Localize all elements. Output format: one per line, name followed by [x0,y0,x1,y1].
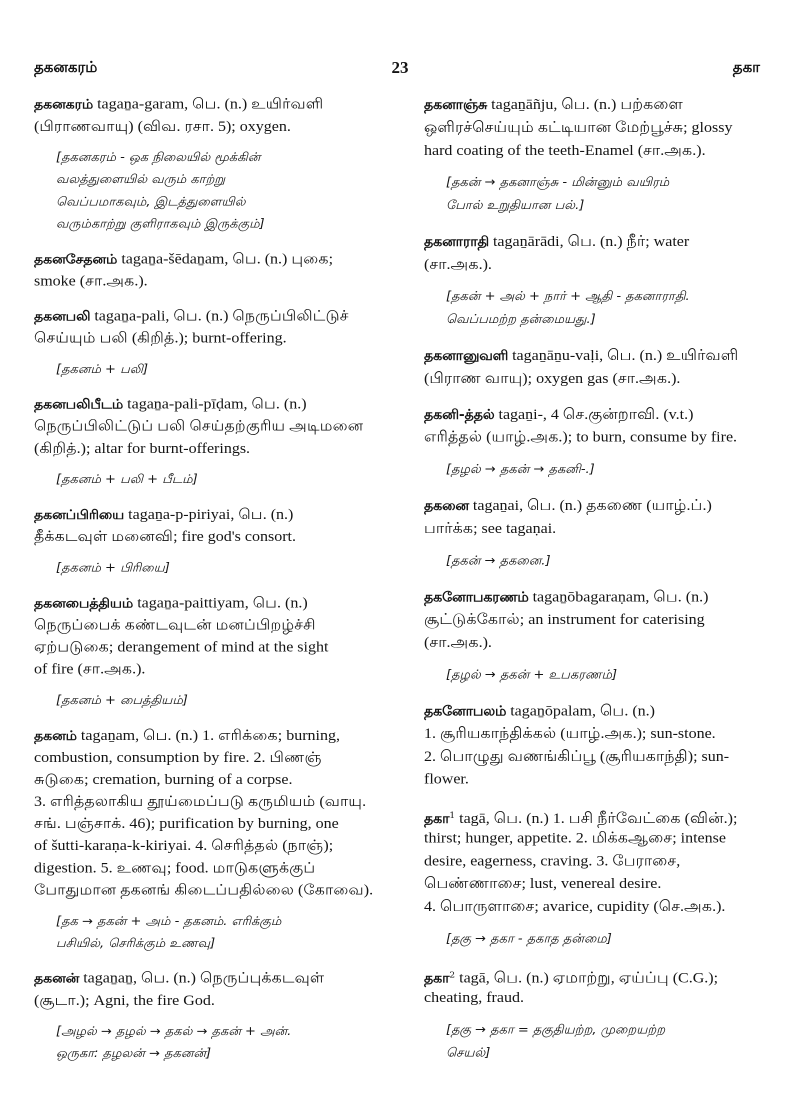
entry-text: நெருப்பிலிட்டுப் பலி செய்தற்குரிய அடிமனை [34,418,364,435]
entry-text: (சூடா.); Agni, the fire God. [34,992,215,1009]
entry-text: cheating, fraud. [424,989,524,1006]
entry-line [424,896,760,919]
etymology-line: [தகனம் + பலி + பீடம்] [56,473,198,487]
headword: தகனப்பிரியை [34,508,125,523]
entry-line [424,609,760,632]
entry-text: செய்யும் பலி (கிறித்.); burnt-offering. [34,330,287,347]
etymology-note [446,1019,760,1065]
entry-text: சுடுகை; cremation, burning of a corpse. [34,772,293,788]
entry-line [424,723,760,746]
entry-line [34,526,392,548]
entry-line [424,117,760,140]
entry-line [424,140,760,163]
etymology-line: [தகு → தகா - தகாத தன்மை] [446,931,612,947]
etymology-note [56,690,392,712]
entry-text: (பிராண வாயு); oxygen gas (சா.அக.). [424,370,681,387]
entry-text: நெருப்பைக் கண்டவுடன் மனப்பிறழ்ச்சி [34,617,316,634]
headword: தகா [424,971,450,987]
dictionary-entry [424,586,760,687]
entry-line [424,805,760,828]
entry-text: (சா.அக.). [424,256,492,273]
entry-line [424,964,760,987]
etymology-note [446,664,760,687]
etymology-note [56,359,392,381]
entry-text: ஏற்படுகை; derangement of mind at the sight [34,639,329,656]
headword: தகனாராதி [424,234,489,250]
entry-line [34,94,392,116]
etymology-line: ஒருகா: தழலன் → தகனன்] [56,1047,212,1061]
entry-text: of šutti-karaṇa-k-kiriyai. 4. செரித்தல் (நாஞ்); [34,838,334,854]
entry-line [424,495,760,518]
dictionary-entry [34,394,392,492]
headword: தகனோபலம் [424,703,507,720]
entry-text: tagaṉōbagaraṇam, பெ. (n.) [528,588,709,606]
headword: தகனபலிபீடம் [34,397,124,413]
dictionary-entry [424,964,760,1065]
etymology-note [56,469,392,491]
entry-line [34,249,392,271]
right-guide-word: தகா [732,58,760,76]
entry-text: போதுமான தகனங் கிடைப்பதில்லை (கோவை). [34,882,374,899]
entry-text: பெண்ணாசை; lust, venereal desire. [424,875,662,892]
etymology-note [446,459,760,482]
entry-line [424,254,760,277]
dictionary-entry [34,94,392,236]
entry-text: பார்க்க; see tagaṇai. [424,520,557,537]
dictionary-entry [424,345,760,391]
entry-line [34,769,392,791]
headword: தகனகரம் [34,97,94,113]
entry-text: (சா.அக.). [424,634,492,651]
dictionary-entry [424,495,760,573]
entry-line [424,827,760,850]
etymology-note [446,172,760,218]
entry-line [424,94,760,117]
entry-line [34,306,392,328]
entry-text: hard coating of the teeth-Enamel (சா.அக.). [424,142,706,159]
entry-line [34,615,392,637]
entry-line [34,791,392,813]
left-guide-word: தகனகரம் [34,58,98,76]
entry-line [34,116,392,138]
headword: தகனபலி [34,309,91,324]
etymology-line: [தகனகரம் - ஒக நிலையில் மூக்கின் [56,151,261,165]
entry-line [34,880,392,902]
entry-line [34,328,392,350]
headword: தகனாஞ்சு [424,97,488,113]
entry-line [34,416,392,438]
left-column [34,94,392,1078]
entry-line [424,632,760,655]
homonym-number: 1 [449,811,456,821]
entry-text: 1. சூரியகாந்திக்கல் (யாழ்.அக.); sun-stone. [424,725,716,742]
page-header [0,58,800,82]
etymology-line: வெப்பமாகவும், இடத்துளையில் [56,195,246,209]
entry-text: tagaṉāṉu-vaḷi, பெ. (n.) உயிர்வளி [508,347,739,364]
entry-line [424,427,760,450]
entry-line [34,990,392,1012]
entry-text: tagaṉam, பெ. (n.) 1. எரிக்கை; burning, [76,727,340,744]
etymology-line: வரும்காற்று குளிராகவும் இருக்கும்] [56,217,265,232]
entry-text: desire, eagerness, craving. 3. பேராசை, [424,853,681,870]
entry-line [34,747,392,769]
entry-line [424,518,760,541]
entry-line [424,404,760,427]
entry-line [424,873,760,896]
entry-text: tagaṉārādi, பெ. (n.) நீர்; water [488,233,690,250]
entry-text: சங். பஞ்சாக். 46); purification by burning, one [34,816,339,832]
dictionary-entry [424,94,760,218]
entry-line [424,586,760,609]
entry-line [34,813,392,835]
etymology-line: வெப்பமற்ற தன்மையது.] [446,312,596,327]
entry-text: எரித்தல் (யாழ்.அக.); to burn, consume by fire. [424,429,738,446]
homonym-number: 2 [449,970,456,981]
entry-text: tagaṉi-, 4 செ.குன்றாவி. (v.t.) [494,406,694,423]
entry-text: (கிறித்.); altar for burnt-offerings. [34,440,251,457]
entry-text: tagaṉa-šēdaṉam, பெ. (n.) புகை; [117,251,334,267]
entry-text: smoke (சா.அக.). [34,273,148,290]
dictionary-entry [34,306,392,381]
headword: தகனன் [34,971,80,987]
entry-line [424,987,760,1010]
entry-text: (பிராணவாயு) (விவ. ரசா. 5); oxygen. [34,118,291,135]
etymology-line: [தழல் → தகன் → தகனி-.] [446,462,595,477]
dictionary-entry [424,404,760,482]
entry-line [424,700,760,723]
entry-text: சூட்டுக்கோல்; an instrument for caterising [424,611,705,628]
headword: தகனோபகரணம் [424,589,529,606]
etymology-line: பசியில், செரிக்கும் உணவு] [56,936,216,951]
entry-text: tagaṉa-p-piriyai, பெ. (n.) [124,507,294,523]
etymology-line: வலத்துளையில் வரும் காற்று [56,173,226,187]
dictionary-entry [34,593,392,713]
etymology-line: [அழல் → தழல் → தகல் → தகன் + அன். [56,1025,292,1039]
entry-line [34,271,392,293]
entry-line [34,659,392,681]
dictionary-entry [424,231,760,332]
entry-line [34,858,392,880]
entry-line [424,345,760,368]
entry-text: tagaṉāñju, பெ. (n.) பற்களை [487,96,683,113]
right-column [424,94,760,1078]
entry-line [34,968,392,990]
etymology-note [56,1021,392,1065]
etymology-note [446,286,760,332]
entry-line [34,504,392,526]
dictionary-entry [34,968,392,1066]
dictionary-entry [424,700,760,791]
etymology-line: [தகனம் + பலி] [56,362,149,377]
entry-text: tagaṉa-paittiyam, பெ. (n.) [133,595,308,612]
dictionary-entry [34,725,392,955]
entry-text: 2. பொழுது வணங்கிப்பூ (சூரியகாந்தி); sun- [424,748,730,765]
dictionary-entry [424,805,760,951]
etymology-line: [தகன் → தகனை.] [446,553,551,569]
entry-text: tagaṉa-pali-pīḍam, பெ. (n.) [123,396,307,413]
etymology-line: [தகன் → தகனாஞ்சு - மின்னும் வயிரம் [446,175,670,190]
entry-text: 4. பொருளாசை; avarice, cupidity (செ.அக.). [424,898,726,915]
etymology-line: [தக → தகன் + அம் - தகனம். எரிக்கும் [56,914,282,929]
entry-line [34,593,392,615]
entry-line [34,394,392,416]
etymology-line: [தகனம் + பைத்தியம்] [56,693,188,708]
etymology-line: [தழல் → தகன் + உபகரணம்] [446,667,618,683]
entry-text: தீக்கடவுள் மனைவி; fire god's consort. [34,529,296,545]
entry-text: digestion. 5. உணவு; food. மாடுகளுக்குப் [34,860,316,876]
entry-line [34,725,392,747]
entry-text: tagaṉōpalam, பெ. (n.) [506,702,655,720]
headword: தகா [424,811,450,827]
entry-line [424,368,760,391]
entry-text: flower. [424,771,469,788]
etymology-line: [தகனம் + பிரியை] [56,561,170,576]
dictionary-entry [34,504,392,579]
entry-text: tagaṉa-garam, பெ. (n.) உயிர்வளி [93,96,324,113]
entry-text: of fire (சா.அக.). [34,661,146,678]
entry-line [424,769,760,792]
headword: தகனி-த்தல் [424,407,495,423]
etymology-note [56,147,392,235]
headword: தகனை [424,498,469,514]
etymology-line: [தகு → தகா = தகுதியற்ற, முறையற்ற [446,1023,666,1038]
etymology-line: போல் உறுதியான பல்.] [446,198,585,213]
entry-text: tagaṉaṉ, பெ. (n.) நெருப்புக்கடவுள் [79,970,325,987]
entry-text: ஒளிரச்செய்யும் கட்டியான மேற்பூச்சு; glossy [424,119,733,136]
dictionary-entry [34,249,392,293]
entry-line [34,836,392,858]
etymology-note [446,550,760,573]
etymology-note [446,928,760,951]
entry-line [424,746,760,769]
etymology-line: [தகன் + அல் + நார் + ஆதி - தகனாராதி. [446,289,690,304]
entry-text: tagā, பெ. (n.) ஏமாற்று, ஏய்ப்பு (C.G.); [455,970,719,987]
page-number: 23 [391,58,409,77]
entry-text: tagā, பெ. (n.) 1. பசி நீர்வேட்கை (வின்.); [455,810,738,827]
entry-line [34,438,392,460]
etymology-line: செயல்] [446,1045,491,1061]
entry-text: tagaṉa-pali, பெ. (n.) நெருப்பிலிட்டுச் [90,308,349,324]
entry-text: combustion, consumption by fire. 2. பிணஞ் [34,749,322,766]
etymology-note [56,558,392,580]
etymology-note [56,911,392,955]
entry-text: 3. எரித்தலாகிய தூய்மைப்படு கருமியம் (வாயு. [34,794,367,810]
headword: தகனபைத்தியம் [34,596,134,612]
entry-text: tagaṉai, பெ. (n.) தகணை (யாழ்.ப்.) [468,497,712,514]
headword: தகனம் [34,728,77,744]
entry-line [34,637,392,659]
entry-line [424,231,760,254]
headword: தகனானுவளி [424,348,509,364]
headword: தகனசேதனம் [34,252,118,267]
entry-line [424,850,760,873]
entry-text: thirst; hunger, appetite. 2. மிக்கஆசை; intense [424,830,726,847]
